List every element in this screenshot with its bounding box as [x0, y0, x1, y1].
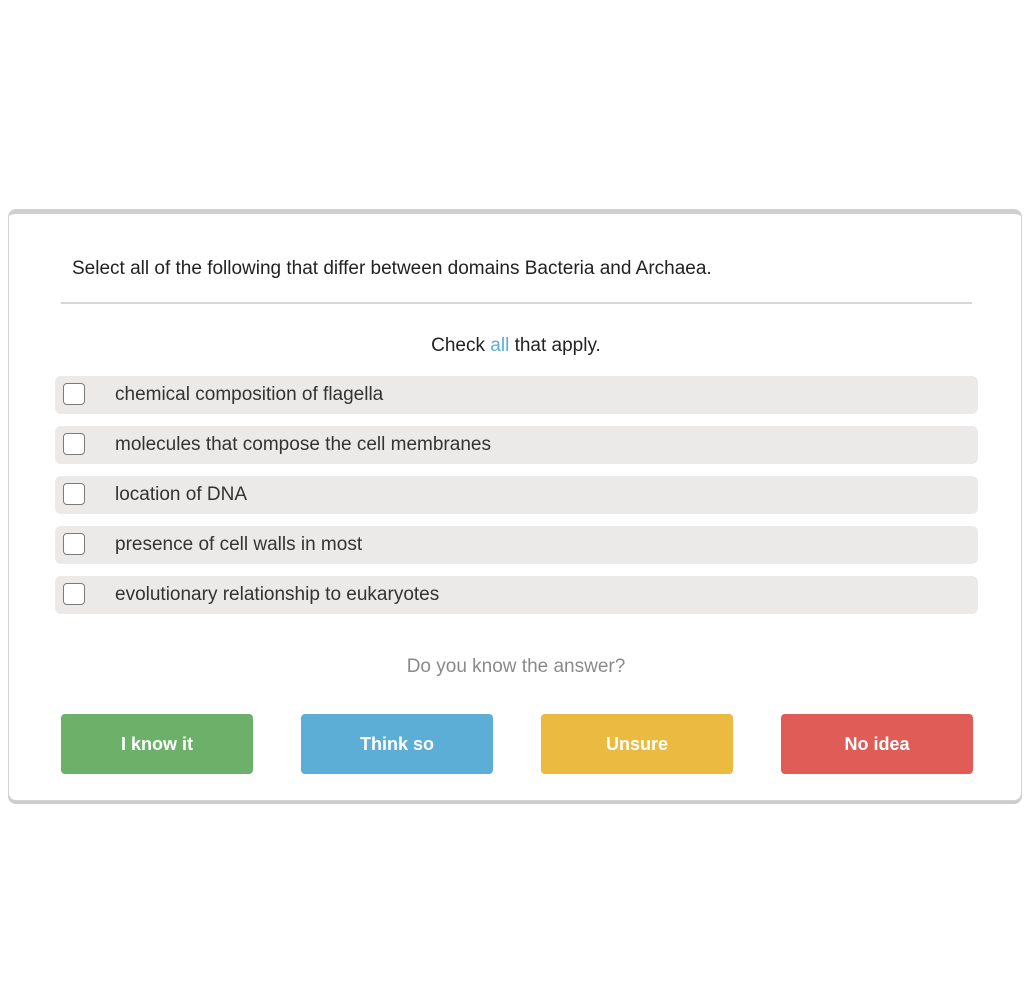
no-idea-button[interactable]: No idea [781, 714, 973, 774]
instruction-prefix: Check [431, 335, 491, 356]
option-label: presence of cell walls in most [115, 534, 363, 555]
option-checkbox[interactable] [63, 483, 85, 505]
answer-options [55, 376, 978, 626]
question-text: Select all of the following that differ between domains Bacteria and Archaea. [72, 258, 712, 279]
option-item[interactable] [55, 526, 978, 564]
option-item[interactable] [55, 376, 978, 414]
divider [61, 302, 972, 304]
option-item[interactable] [55, 476, 978, 514]
instruction-highlight: all [490, 335, 510, 356]
instruction-suffix: that apply. [509, 335, 601, 356]
option-checkbox[interactable] [63, 533, 85, 555]
option-item[interactable] [55, 426, 978, 464]
unsure-button[interactable]: Unsure [541, 714, 733, 774]
option-label: location of DNA [115, 484, 248, 505]
option-label: molecules that compose the cell membranes [115, 434, 491, 455]
confidence-prompt: Do you know the answer? [406, 656, 626, 677]
option-checkbox[interactable] [63, 383, 85, 405]
i-know-it-button[interactable]: I know it [61, 714, 253, 774]
think-so-button[interactable]: Think so [301, 714, 493, 774]
question-card [8, 209, 1022, 801]
option-label: evolutionary relationship to eukaryotes [115, 584, 440, 605]
option-checkbox[interactable] [63, 433, 85, 455]
option-checkbox[interactable] [63, 583, 85, 605]
option-item[interactable] [55, 576, 978, 614]
instruction-text [9, 335, 1023, 357]
option-label: chemical composition of flagella [115, 384, 384, 405]
